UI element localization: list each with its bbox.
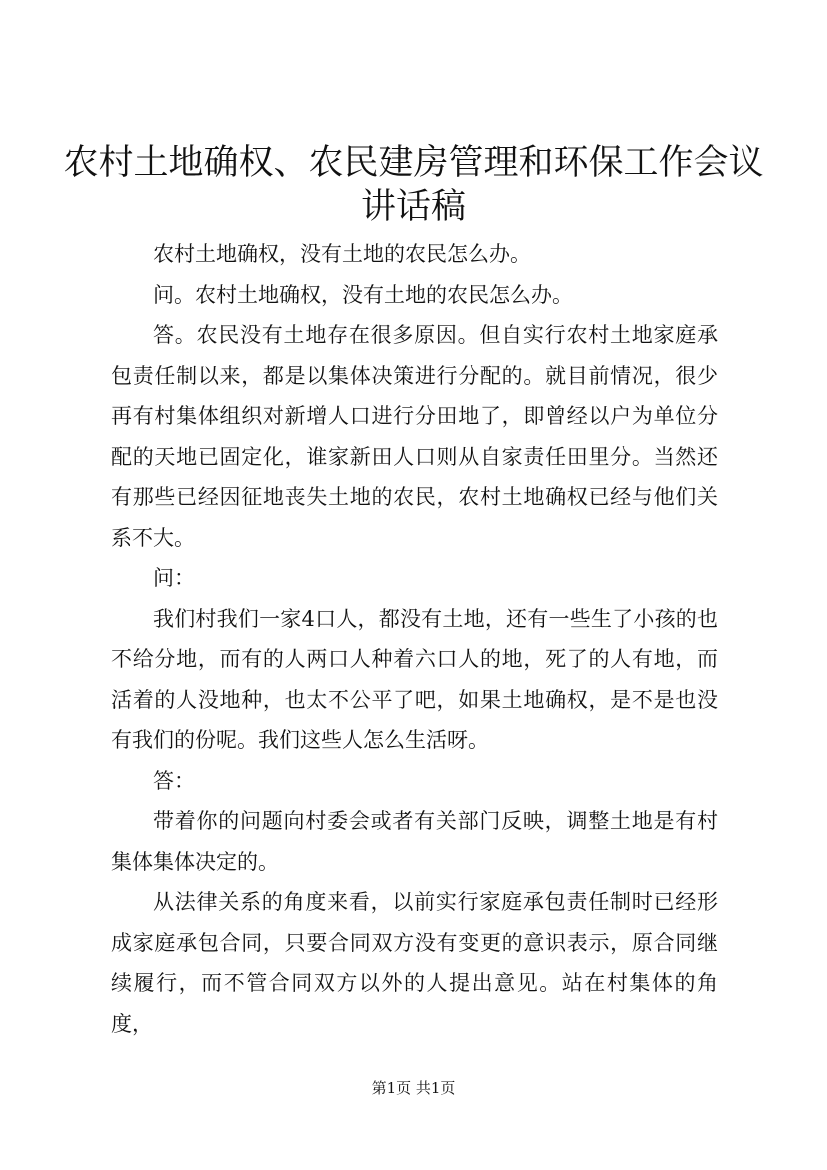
title-line-1: 农村土地确权、农民建房管理和环保工作会议 xyxy=(63,143,764,183)
paragraph: 农村土地确权，没有土地的农民怎么办。 xyxy=(153,242,531,266)
paragraph: 答。农民没有土地存在很多原因。但自实行农村土地家庭承包责任制以来，都是以集体决策进行分配的。就目前情况，很少再有村集体组织对新增人口进行分田地了，即曾经以户为单位分配的天地已固定化，谁家新田人口则从自家责任田里分。当然还有那些已经因征地丧失土地的农民，农村土地确权已经与他们关系不大。 xyxy=(111,323,718,550)
title-line-2: 讲话稿 xyxy=(360,187,466,227)
paragraph: 我们村我们一家4口人，都没有土地，还有一些生了小孩的也不给分地，而有的人两口人种着六口人的地，死了的人有地，而活着的人没地种，也太不公平了吧，如果土地确权，是不是也没有我们的份呢。我们这些人怎么生活呀。 xyxy=(111,606,718,752)
paragraph: 答： xyxy=(153,768,195,793)
document-body xyxy=(111,234,718,1044)
page-footer: 第1页 共1页 xyxy=(371,1079,456,1097)
paragraph: 从法律关系的角度来看，以前实行家庭承包责任制时已经形成家庭承包合同，只要合同双方没有变更的意识表示，原合同继续履行，而不管合同双方以外的人提出意见。站在村集体的角度， xyxy=(111,890,718,1036)
paragraph: 问： xyxy=(153,566,195,590)
document-title xyxy=(0,141,827,229)
paragraph: 带着你的问题向村委会或者有关部门反映，调整土地是有村集体集体决定的。 xyxy=(111,809,718,874)
paragraph: 问。农村土地确权，没有土地的农民怎么办。 xyxy=(153,282,573,307)
